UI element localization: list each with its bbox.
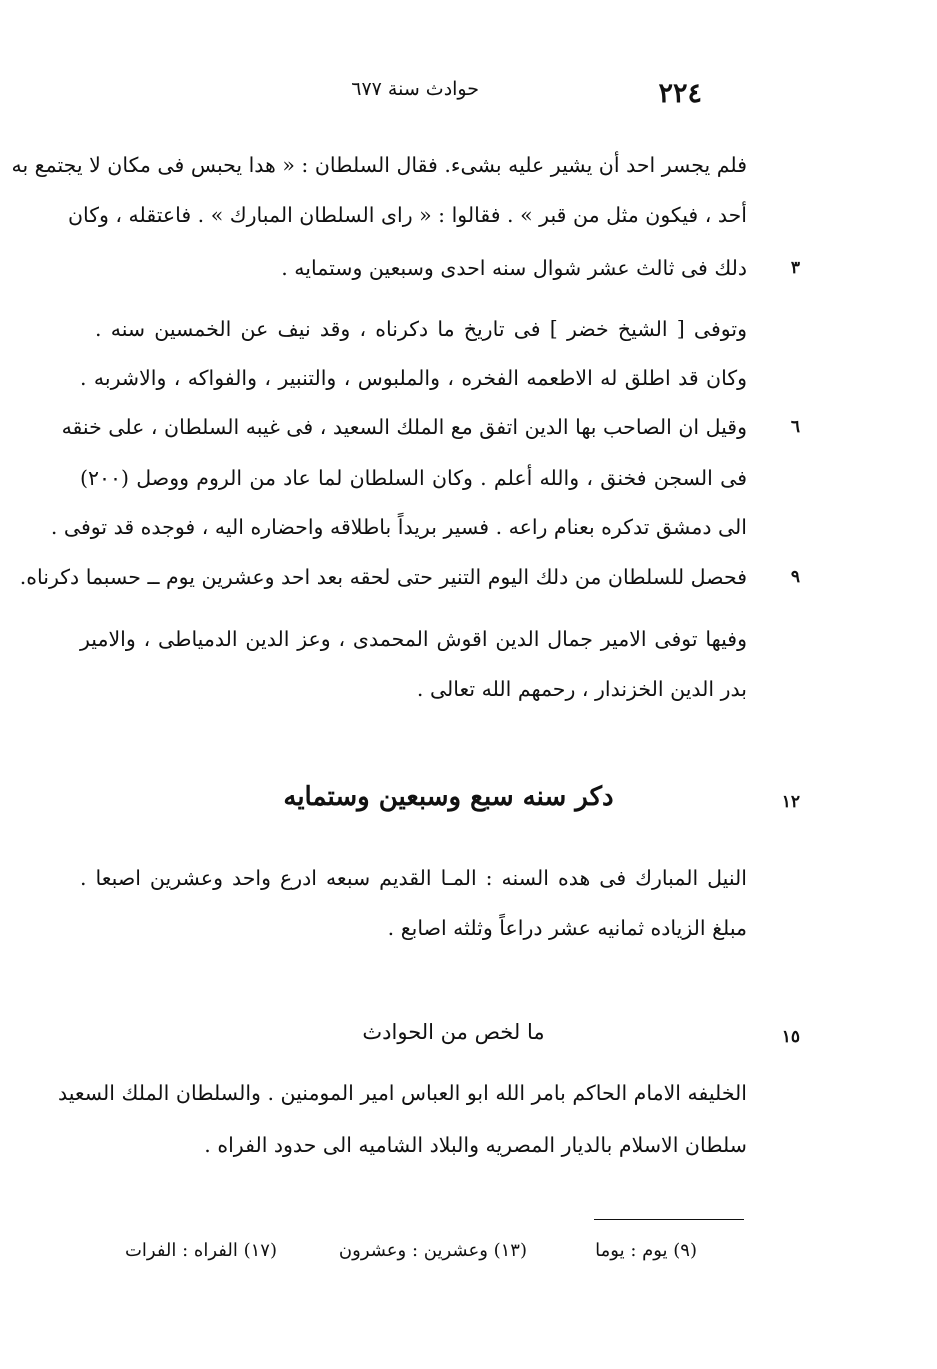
text-line: وكان قد اطلق له الاطعمه الفخره ، والملبوس ، والتنبير ، والفواكه ، والاشربه . — [80, 366, 747, 390]
text-line: سلطان الاسلام بالديار المصريه والبلاد الشاميه الى حدود الفراه . — [204, 1133, 747, 1157]
text-line: وقيل ان الصاحب بها الدين اتفق مع الملك السعيد ، فى غيبه السلطان ، على خنقه — [61, 415, 747, 439]
footnote: (١٧) الفراه : الفرات — [124, 1240, 277, 1261]
footnote: (١٣) وعشرين : وعشرون — [338, 1240, 527, 1261]
line-number: ٦ — [790, 417, 800, 437]
text-line: بدر الدين الخزندار ، رحمهم الله تعالى . — [416, 677, 747, 701]
line-number: ١٢ — [781, 792, 800, 812]
page-number: ٢٢٤ — [658, 78, 702, 109]
text-line: الى دمشق تدكره بعنام راعه . فسير بريداً باطلاقه واحضاره اليه ، فوجده قد توفى . — [50, 515, 747, 539]
text-line: أحد ، فيكون مثل من قبر » . فقالوا : « راى السلطان المبارك » . فاعتقله ، وكان — [67, 203, 747, 227]
running-title: حوادث سنة ٦٧٧ — [351, 78, 479, 100]
text-line: فحصل للسلطان من دلك اليوم التنير حتى لحقه بعد احد وعشرين يوم ــ حسبما دكرناه. — [19, 565, 747, 589]
line-number: ١٥ — [781, 1027, 800, 1047]
footnotes — [120, 1240, 697, 1270]
text-line: فلم يجسر احد أن يشير عليه بشىء. فقال السلطان : « هدا يحبس فى مكان لا يجتمع به — [11, 153, 747, 177]
line-number: ٣ — [790, 258, 800, 278]
text-line: وتوفى [ الشيخ خضر ] فى تاريخ ما دكرناه ، وقد نيف عن الخمسين سنه . — [95, 317, 747, 341]
section-heading: دكر سنه سبع وسبعين وستمايه — [283, 782, 614, 812]
line-number: ٩ — [790, 567, 800, 587]
text-line: وفيها توفى الامير جمال الدين اقوش المحمدى ، وعز الدين الدمياطى ، والامير — [80, 627, 747, 651]
text-line: مبلغ الزياده ثمانيه عشر دراعاً وثلثه اصابع . — [387, 916, 747, 940]
text-line: النيل المبارك فى هده السنه : المـا القديم سبعه ادرع واحد وعشرين اصبعا . — [80, 866, 747, 890]
page-header — [0, 70, 937, 110]
footnote: (٩) يوم : يوما — [595, 1240, 697, 1261]
text-line: فى السجن فخنق ، والله أعلم . وكان السلطان لما عاد من الروم ووصل (٢٠٠) — [80, 466, 747, 490]
subsection-heading: ما لخص من الحوادث — [362, 1020, 545, 1044]
footnote-rule — [594, 1219, 744, 1220]
text-line: الخليفه الامام الحاكم بامر الله ابو العباس امير المومنين . والسلطان الملك السعيد — [57, 1081, 747, 1105]
text-line: دلك فى ثالث عشر شوال سنه احدى وسبعين وستمايه . — [281, 256, 747, 280]
